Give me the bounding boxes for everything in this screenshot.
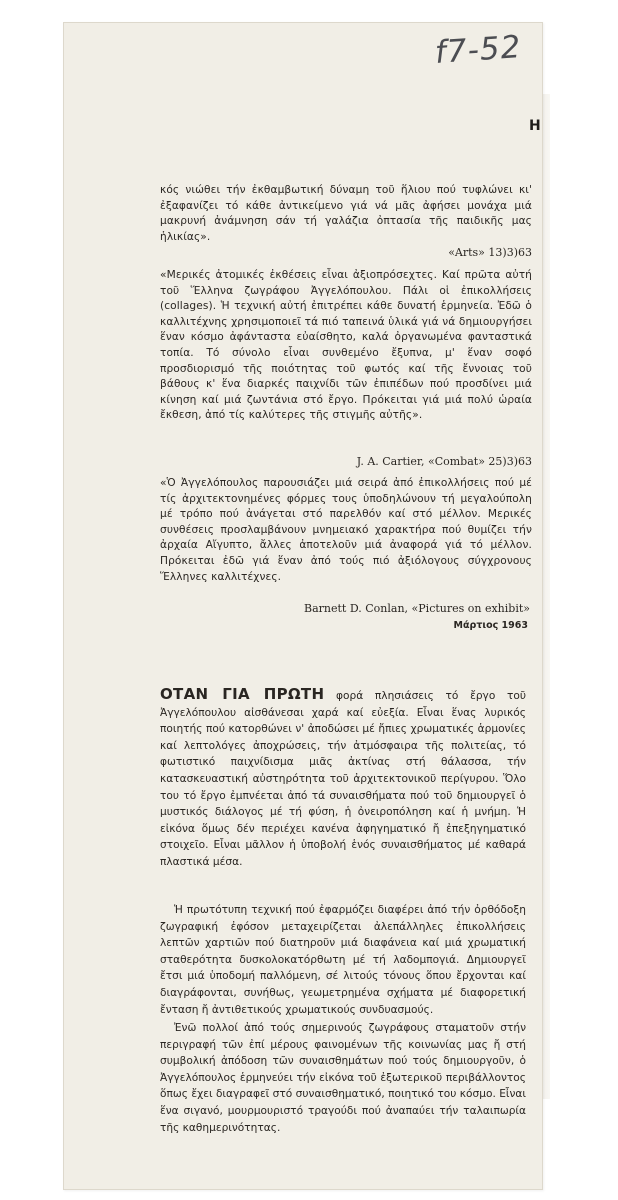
heading-fragment: Η	[529, 118, 541, 134]
article-paragraph-2: Ἡ πρωτότυπη τεχνική πού ἐφαρμόζει διαφέρει ἀπό τήν ὀρθόδοξη ζωγραφική ἐφόσον μεταχειρίζεται ἀλεπάλληλες ἐπικολλήσεις λεπτῶν χαρτιῶν πού διατηροῦν μιά διαφάνεια καί μιά χρωματική σταθερότητα δυσκολοκατόρθωτη μέ τή λαδομπογιά. Δημιουργεῖ ἔτσι μιά ὑποδομή παλλόμενη, σέ λιτούς τόνους ὅπου ἔρχονται καί διαγράφονται, συνήθως, γεωμετρημένα σχήματα μέ διαφορετική ἔνταση ἤ ἀντιθετικούς χρωματικούς συνδυασμούς.	[160, 904, 526, 1016]
quote-conlan-attribution: Barnett D. Conlan, «Pictures on exhibit»	[304, 602, 530, 615]
quote-arts-attribution: «Arts» 13)3)63	[448, 246, 532, 259]
quote-conlan-text: «Ὁ Ἀγγελόπουλος παρουσιάζει μιά σειρά ἀπό ἐπικολλήσεις πού μέ τίς ἀρχιτεκτονημένες φόρμες τους ὑποδηλώνουν τή μεγαλούπολη μέ τρόπο πού ἀνάγεται στό παρελθόν καί στό μέλλον. Μερικές συνθέσεις προσλαμβάνουν μνημειακό χαρακτήρα πού θυμίζει τήν ἀρχαία Αἴγυπτο, ἄλλες ἀποτελοῦν μιά ἀναφορά γιά τό μέλλον. Πρόκειται ἐδῶ γιά ἕναν ἀπό τούς πιό ἀξιόλογους σύγχρονους Ἕλληνες καλλιτέχνες.	[160, 477, 532, 583]
quote-combat-attribution: J. A. Cartier, «Combat» 25)3)63	[356, 455, 532, 468]
quote-combat-text: «Μερικές ἀτομικές ἐκθέσεις εἶναι ἀξιοπρόσεχτες. Καί πρῶτα αὐτή τοῦ Ἕλληνα ζωγράφου Ἀγγελόπουλου. Πάλι οἱ ἐπικολλήσεις (collages). Ἡ τεχνική αὐτή ἐπιτρέπει κάθε δυνατή ἑρμηνεία. Ἐδῶ ὁ καλλιτέχνης χρησιμοποιεῖ τά πιό ταπεινά ὑλικά γιά νά δημιουργήσει ἕναν κόσμο ἀφάνταστα εὐαίσθητο, καλά ὀργανωμένα φανταστικά τοπία. Τό σύνολο εἶναι συνθεμένο ἔξυπνα, μ' ἕναν σοφό προσδιορισμό τῆς ποιότητας τοῦ φωτός καί τῆς ἔννοιας τοῦ βάθους κ' ἕνα διαρκές παιχνίδι τῶν ἐπιπέδων πού προσδίνει μιά κίνηση καί μιά ζωντάνια στό ἔργο. Πρόκειται γιά μιά πολύ ὡραία ἔκθεση, ἀπό τίς καλύτερες τῆς στιγμῆς αὐτῆς».	[160, 269, 532, 422]
article-paragraph-1	[160, 686, 526, 871]
article-paragraph-3: Ἐνῶ πολλοί ἀπό τούς σημερινούς ζωγράφους σταματοῦν στήν περιγραφή τῶν ἐπί μέρους φαινομένων τῆς κοινωνίας μας ἤ στή συμβολική ἀπόδοση τῶν συναισθημάτων πού τούς δημιουργοῦν, ὁ Ἀγγελόπουλος ἑρμηνεύει τήν εἰκόνα τοῦ ἐξωτερικοῦ περιβάλλοντος ὅπως ἔχει διαγραφεῖ στό συναισθηματικό, ποιητικό του κόσμο. Εἶναι ἕνα σιγανό, μουρμουριστό τραγούδι πού ἀναπαύει τήν ταλαιπωρία τῆς καθημερινότητας.	[160, 1022, 526, 1134]
quote-conlan-date: Μάρτιος 1963	[453, 620, 528, 631]
article-lead-words: ΟΤΑΝ ΓΙΑ ΠΡΩΤΗ	[160, 685, 325, 703]
handwritten-annotation: f7-52	[433, 29, 523, 71]
quote-arts-text: κός νιώθει τήν ἐκθαμβωτική δύναμη τοῦ ἥλιου πού τυφλώνει κι' ἐξαφανίζει τό κάθε ἀντικείμενο γιά νά μᾶς ἀφήσει μονάχα μιά μακρυνή ἀνάμνηση σάν τή γαλάζια ὀπτασία τῆς παιδικῆς μας ἡλικίας».	[160, 184, 532, 243]
article-paragraph-1-text: φορά πλησιάσεις τό ἔργο τοῦ Ἀγγελόπουλου αἰσθάνεσαι χαρά καί εὐεξία. Εἶναι ἕνας λυρικός ποιητής πού κατορθώνει ν' ἀποδώσει μέ ἤπιες χρωματικές ἁρμονίες καί λεπτολόγες ἀποχρώσεις, τήν ἀτμόσφαιρα τῆς πολιτείας, τό φωτιστικό παιχνίδισμα μιᾶς ἀκτίνας στή θάλασσα, τήν κατασκευαστική αὐστηρότητα τοῦ ἀρχιτεκτονικοῦ περίγυρου. Ὅλο του τό ἔργο ἐμπνέεται ἀπό τά συναισθήματα πού τοῦ δημιουργεῖ ὁ μυστικός διάλογος μέ τή φύση, ἡ ὀνειροπόληση καί ἡ μνήμη. Ἡ εἰκόνα ὅμως δέν περιέχει κανένα ἀφηγηματικό ἤ ἐπεξηγηματικό στοιχεῖο. Εἶναι μᾶλλον ἡ ὑποβολή ἑνός συναισθήματος μέ καθαρά πλαστικά μέσα.	[160, 690, 527, 868]
